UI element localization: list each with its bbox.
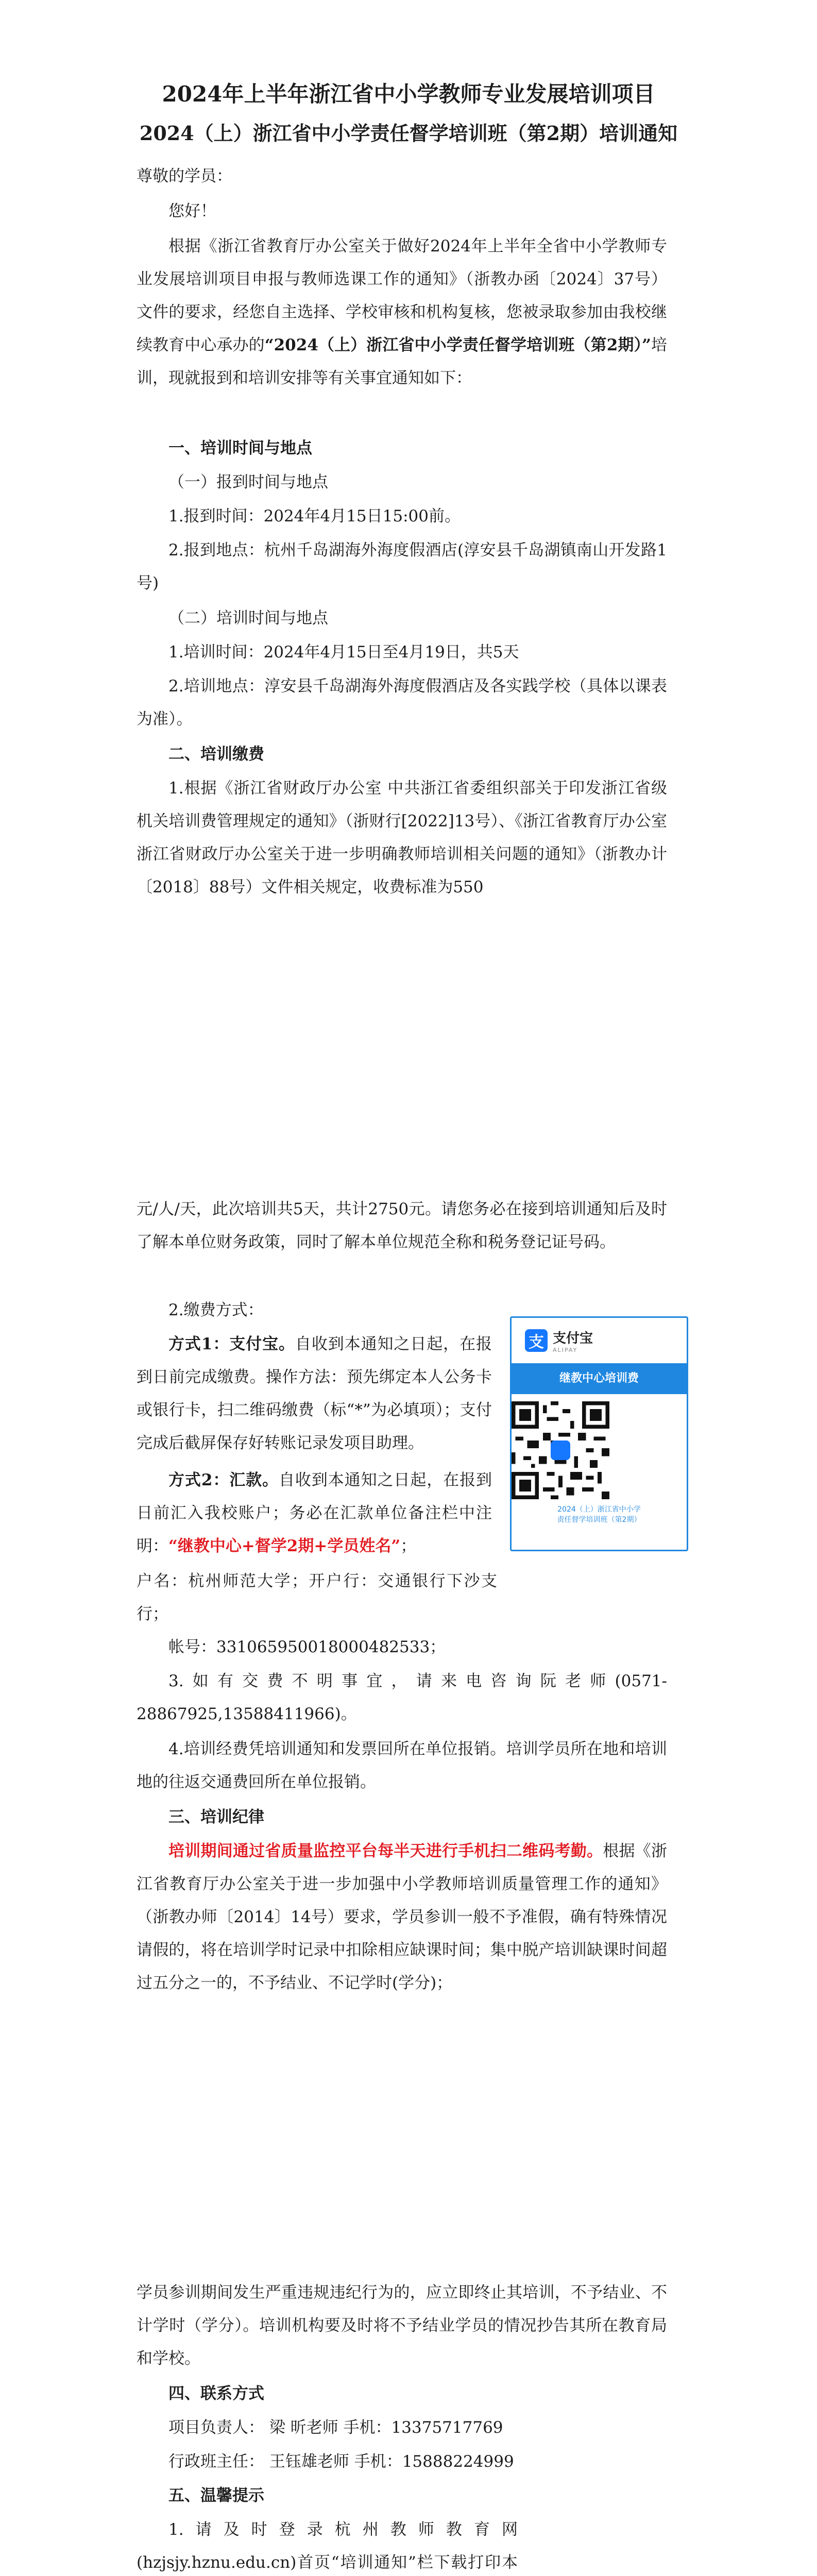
- document-title: 2024年上半年浙江省中小学教师专业发展培训项目: [162, 81, 655, 107]
- transfer-method-text: 自收到本通知之日起，在报到日前汇入我校账户；务必在汇款单位备注栏中注明：: [137, 1471, 492, 1555]
- fee-paragraph-1: 1.根据《浙江省财政厅办公室 中共浙江省委组织部关于印发浙江省级机关培训费管理规定的通知》（浙财行[2022]13号）、《浙江省教育厅办公室浙江省财政厅办公室关于进一步明确教师培训相关问题的通知》（浙教办计〔2018〕88号）文件相关规定，收费标准为550: [137, 779, 667, 896]
- fee-paragraph-2: 元/人/天，此次培训共5天，共计2750元。请您务必在接到培训通知后及时了解本单位财务政策，同时了解本单位规范全称和税务登记证号码。: [137, 1200, 667, 1251]
- transfer-method-label: 方式2：汇款。: [168, 1471, 279, 1489]
- payment-method-alipay: [137, 1328, 492, 1460]
- alipay-method-text: 自收到本通知之日起，在报到日前完成缴费。操作方法：预先绑定本人公务卡或银行卡，扫二维码缴费（标“*”为必填项）；支付完成后截屏保存好转账记录发项目助理。: [137, 1335, 492, 1452]
- document-subtitle: 2024（上）浙江省中小学责任督学培训班（第2期）培训通知: [139, 122, 678, 145]
- alipay-brand-cn: 支付宝: [553, 1331, 593, 1346]
- intro-class-name: “2024（上）浙江省中小学责任督学培训班（第2期）”: [264, 336, 651, 354]
- section-1-sub-2: （二）培训时间与地点: [168, 609, 328, 628]
- discipline-paragraph: [137, 1835, 667, 1999]
- intro-text-b: 培训，现就报到和培训安排等有关事宜通知如下：: [137, 336, 668, 387]
- alipay-method-label: 方式1：支付宝。: [168, 1335, 295, 1353]
- alipay-caption-line-1: 2024（上）浙江省中小学: [557, 1505, 641, 1514]
- registration-time: 1.报到时间：2024年4月15日15:00前。: [168, 507, 461, 526]
- section-4-heading: 四、联系方式: [168, 2384, 264, 2403]
- intro-paragraph: [137, 230, 667, 395]
- alipay-caption-line-2: 责任督学培训班（第2期）: [557, 1516, 641, 1524]
- attendance-rule: 培训期间通过省质量监控平台每半天进行手机扫二维码考勤。: [168, 1842, 603, 1860]
- section-5-heading: 五、温馨提示: [168, 2486, 264, 2505]
- training-time: 1.培训时间：2024年4月15日至4月19日，共5天: [168, 643, 519, 662]
- alipay-header: [512, 1318, 687, 1363]
- discipline-text-1: 根据《浙江省教育厅办公室关于进一步加强中小学教师培训质量管理工作的通知》（浙教办师〔2014〕14号）要求，学员参训一般不予准假，确有特殊情况请假的，将在培训学时记录中扣除相应缺课时间；集中脱产培训缺课时间超过五分之一的，不予结业、不记学时(学分)；: [137, 1842, 667, 1992]
- intro-text-a: 根据《浙江省教育厅办公室关于做好2024年上半年全省中小学教师专业发展培训项目申报与教师选课工作的通知》（浙教办函〔2024〕37号）文件的要求，经您自主选择、学校审核和机构复核，您被录取参加由我校继续教育中心承办的: [137, 237, 667, 354]
- payment-band-title: 继教中心培训费: [512, 1363, 687, 1394]
- alipay-brand: [553, 1328, 593, 1353]
- contact-class-teacher: 行政班主任： 王钰雄老师 手机：15888224999: [168, 2452, 514, 2471]
- contact-project-lead: 项目负责人： 梁 昕老师 手机：13375717769: [168, 2418, 503, 2437]
- discipline-text-2: 学员参训期间发生严重违规违纪行为的，应立即终止其培训，不予结业、不计学时（学分）。培训机构要及时将不予结业学员的情况抄告其所在教育局和学校。: [137, 2283, 667, 2368]
- transfer-remark: “继教中心+督学2期+学员姓名”: [168, 1537, 401, 1555]
- tip-1: 1.请及时登录杭州教师教育网(hzjsjy.hznu.edu.cn)首页“培训通知”栏下载打印本: [137, 2520, 518, 2572]
- transfer-method-end: ；: [400, 1537, 417, 1555]
- section-3-heading: 三、培训纪律: [168, 1808, 264, 1826]
- alipay-logo-icon: 支: [525, 1329, 548, 1352]
- registration-place: 2.报到地点：杭州千岛湖海外海度假酒店(淳安县千岛湖镇南山开发路1号): [137, 541, 667, 592]
- fee-inquiry: 3.如有交费不明事宜，请来电咨询阮老师(0571-28867925,13588411966)。: [137, 1672, 667, 1723]
- greeting: 您好！: [168, 202, 216, 221]
- payment-method-transfer: [137, 1464, 492, 1563]
- section-2-heading: 二、培训缴费: [168, 745, 264, 764]
- alipay-card-caption: [512, 1504, 687, 1525]
- section-1-heading: 一、培训时间与地点: [168, 439, 312, 457]
- section-1-sub-1: （一）报到时间与地点: [168, 473, 328, 492]
- bank-account-number: 帐号：331065950018000482533；: [168, 1638, 446, 1656]
- salutation: 尊敬的学员：: [137, 167, 232, 185]
- alipay-qr-code-icon[interactable]: [512, 1401, 609, 1499]
- training-place: 2.培训地点：淳安县千岛湖海外海度假酒店及各实践学校（具体以课表为准）。: [137, 677, 667, 728]
- fee-reimbursement: 4.培训经费凭培训通知和发票回所在单位报销。培训学员所在地和培训地的往返交通费回所在单位报销。: [137, 1740, 667, 1791]
- alipay-payment-card: [510, 1316, 688, 1551]
- bank-account-name: 户名：杭州师范大学；开户行：交通银行下沙支行；: [137, 1572, 497, 1623]
- alipay-brand-en: ALIPAY: [553, 1347, 578, 1353]
- payment-methods-title: 2.缴费方式：: [168, 1301, 264, 1319]
